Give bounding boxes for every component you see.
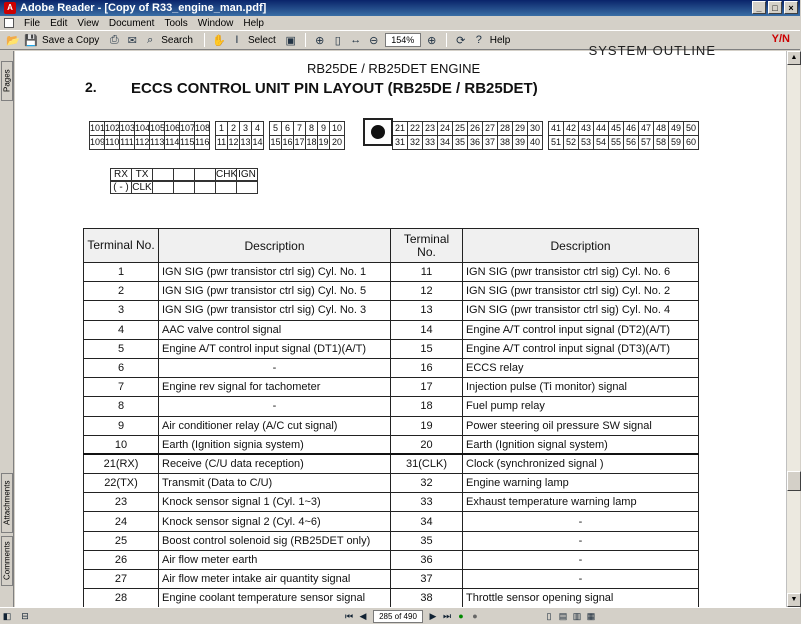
- email-icon[interactable]: ✉: [127, 34, 137, 47]
- save-icon[interactable]: 💾: [24, 34, 38, 47]
- scroll-down-arrow-icon[interactable]: ▼: [787, 593, 801, 607]
- description-cell: IGN SIG (pwr transistor ctrl sig) Cyl. No. 2: [463, 282, 699, 301]
- pin-cell: 19: [317, 135, 330, 150]
- pin-cell: 56: [623, 135, 639, 150]
- terminal-number-cell: 14: [391, 320, 463, 339]
- document-icon[interactable]: [4, 18, 14, 28]
- table-row: [84, 531, 699, 550]
- check-pin-cell: TX: [131, 168, 153, 181]
- column-header-terminal: Terminal No.: [391, 229, 463, 263]
- table-row: [84, 493, 699, 512]
- pin-cell: 47: [638, 121, 654, 136]
- terminal-number-cell: 9: [84, 416, 159, 435]
- zoom-out-icon[interactable]: ⊖: [369, 34, 379, 47]
- terminal-number-cell: 12: [391, 282, 463, 301]
- pin-cell: 2: [227, 121, 240, 136]
- go-forward-icon[interactable]: ●: [472, 611, 478, 621]
- pin-cell: 106: [164, 121, 180, 136]
- pin-cell: 28: [497, 121, 513, 136]
- pin-cell: 35: [452, 135, 468, 150]
- last-page-icon[interactable]: ⏭: [442, 610, 452, 621]
- page-number-field[interactable]: 285 of 490: [373, 610, 423, 623]
- tab-pages[interactable]: Pages: [1, 61, 13, 101]
- pin-cell: 9: [317, 121, 330, 136]
- pin-cell: 20: [329, 135, 345, 150]
- description-cell: Air conditioner relay (A/C cut signal): [159, 416, 391, 435]
- toolbar-separator: [204, 33, 205, 47]
- pin-cell: 25: [452, 121, 468, 136]
- engine-title: RB25DE / RB25DET ENGINE: [307, 61, 481, 76]
- pin-cell: 55: [608, 135, 624, 150]
- search-button[interactable]: Search: [161, 34, 193, 46]
- pin-cell: 8: [305, 121, 318, 136]
- terminal-number-cell: 3: [84, 301, 159, 320]
- terminal-number-cell: 23: [84, 493, 159, 512]
- pin-cell: 23: [422, 121, 438, 136]
- adobe-reader-app-icon: A: [4, 2, 16, 14]
- check-pin-cell: [194, 168, 216, 181]
- connector-key-icon: [363, 118, 393, 146]
- pin-cell: 12: [227, 135, 240, 150]
- pin-cell: 7: [293, 121, 306, 136]
- terminal-number-cell: 2: [84, 282, 159, 301]
- table-row: [84, 589, 699, 608]
- pin-cell: 41: [548, 121, 564, 136]
- pin-cell: 4: [251, 121, 264, 136]
- pin-cell: 104: [134, 121, 150, 136]
- terminal-number-cell: 4: [84, 320, 159, 339]
- description-cell: ECCS relay: [463, 358, 699, 377]
- pin-cell: 1: [215, 121, 228, 136]
- pin-cell: 113: [149, 135, 165, 150]
- table-row: [84, 263, 699, 282]
- maximize-button[interactable]: □: [768, 1, 782, 14]
- pin-cell: 49: [668, 121, 684, 136]
- column-header-description: Description: [463, 229, 699, 263]
- check-connector-diagram: [111, 169, 258, 195]
- check-pin-cell: RX: [110, 168, 132, 181]
- check-pin-cell: [152, 181, 174, 194]
- description-cell: Power steering oil pressure SW signal: [463, 416, 699, 435]
- connector-bottom-row: [90, 135, 699, 150]
- pin-cell: 42: [563, 121, 579, 136]
- terminal-number-cell: 26: [84, 550, 159, 569]
- pin-cell: 21: [392, 121, 408, 136]
- pin-cell: 54: [593, 135, 609, 150]
- description-cell: Knock sensor signal 1 (Cyl. 1~3): [159, 493, 391, 512]
- terminal-number-cell: 24: [84, 512, 159, 531]
- toolbar-separator: [305, 33, 306, 47]
- check-pin-cell: CHK: [216, 169, 238, 180]
- table-row: [84, 339, 699, 358]
- terminal-number-cell: 8: [84, 397, 159, 416]
- description-cell: IGN SIG (pwr transistor ctrl sig) Cyl. No. 1: [159, 263, 391, 282]
- table-row: [84, 474, 699, 493]
- pin-cell: 5: [269, 121, 282, 136]
- next-page-icon[interactable]: ▶: [429, 610, 437, 621]
- facing-icon[interactable]: ▦: [586, 610, 596, 621]
- pin-cell: 101: [89, 121, 105, 136]
- section-title: ECCS CONTROL UNIT PIN LAYOUT (RB25DE / RB25DET): [131, 80, 538, 97]
- pin-cell: 26: [467, 121, 483, 136]
- terminal-number-cell: 31(CLK): [391, 454, 463, 473]
- navigation-pane: [0, 51, 14, 607]
- resize-icon[interactable]: ⊟: [21, 610, 29, 621]
- description-cell: Engine warning lamp: [463, 474, 699, 493]
- menu-view[interactable]: View: [77, 17, 99, 29]
- terminal-number-cell: 34: [391, 512, 463, 531]
- table-row: [84, 550, 699, 569]
- pin-cell: 6: [281, 121, 294, 136]
- terminal-number-cell: 33: [391, 493, 463, 512]
- save-copy-button[interactable]: Save a Copy: [42, 34, 100, 46]
- check-pin-cell: [236, 181, 258, 194]
- pin-cell: 17: [293, 135, 306, 150]
- terminal-number-cell: 20: [391, 435, 463, 454]
- description-cell: Throttle sensor opening signal: [463, 589, 699, 608]
- column-header-terminal: Terminal No.: [84, 229, 159, 263]
- description-cell: Knock sensor signal 2 (Cyl. 4~6): [159, 512, 391, 531]
- help-icon[interactable]: ?: [475, 34, 482, 46]
- status-bar: [0, 607, 800, 624]
- check-pin-cell: [173, 168, 195, 181]
- window-controls: [752, 1, 798, 14]
- section-number: 2.: [85, 79, 97, 95]
- pin-cell: 50: [683, 121, 699, 136]
- description-cell: Air flow meter earth: [159, 550, 391, 569]
- pin-cell: 14: [251, 135, 264, 150]
- pin-cell: 30: [527, 121, 543, 136]
- hand-tool-icon[interactable]: ✋: [212, 34, 226, 47]
- table-row: [84, 378, 699, 397]
- pin-cell: 38: [497, 135, 513, 150]
- pin-cell: 43: [578, 121, 594, 136]
- description-cell: Engine rev signal for tachometer: [159, 378, 391, 397]
- zoom-in-tool-icon[interactable]: ⊕: [315, 34, 325, 47]
- description-cell: Injection pulse (Ti monitor) signal: [463, 378, 699, 397]
- table-row: [84, 435, 699, 454]
- menu-bar: [0, 16, 800, 30]
- terminal-number-cell: 18: [391, 397, 463, 416]
- zoom-level-field[interactable]: 154%: [385, 33, 421, 47]
- pin-cell: 27: [482, 121, 498, 136]
- pin-cell: 29: [512, 121, 528, 136]
- description-cell: Transmit (Data to C/U): [159, 474, 391, 493]
- pin-cell: 107: [179, 121, 195, 136]
- pin-cell: 37: [482, 135, 498, 150]
- table-row: [84, 416, 699, 435]
- table-row: [84, 358, 699, 377]
- connector-top-row: [90, 121, 699, 136]
- fit-width-icon[interactable]: ↔: [350, 34, 362, 46]
- description-cell: -: [463, 550, 699, 569]
- pin-cell: 103: [119, 121, 135, 136]
- description-cell: IGN SIG (pwr transistor ctrl sig) Cyl. No. 6: [463, 263, 699, 282]
- description-cell: Air flow meter intake air quantity signal: [159, 570, 391, 589]
- snapshot-icon[interactable]: ▣: [285, 34, 296, 47]
- check-pin-cell: ( - ): [110, 181, 132, 194]
- go-back-icon[interactable]: ●: [458, 611, 464, 621]
- select-button[interactable]: Select: [247, 34, 276, 46]
- terminal-number-cell: 35: [391, 531, 463, 550]
- pin-cell: 59: [668, 135, 684, 150]
- pin-cell: 10: [329, 121, 345, 136]
- check-pin-cell: [173, 181, 195, 194]
- ecu-connector-diagram: [90, 121, 699, 150]
- terminal-number-cell: 36: [391, 550, 463, 569]
- pin-cell: 36: [467, 135, 483, 150]
- pin-cell: 109: [89, 135, 105, 150]
- pin-cell: 115: [179, 135, 195, 150]
- toolbar-separator: [446, 33, 447, 47]
- table-row: [84, 454, 699, 473]
- menu-help[interactable]: Help: [243, 17, 264, 29]
- pin-cell: 110: [104, 135, 120, 150]
- table-body: [84, 263, 699, 608]
- pin-cell: 102: [104, 121, 120, 136]
- description-cell: Engine A/T control input signal (DT2)(A/T): [463, 320, 699, 339]
- pin-cell: 52: [563, 135, 579, 150]
- pin-cell: 33: [422, 135, 438, 150]
- terminal-number-cell: 13: [391, 301, 463, 320]
- description-cell: -: [463, 570, 699, 589]
- terminal-number-cell: 25: [84, 531, 159, 550]
- terminal-number-cell: 37: [391, 570, 463, 589]
- pin-cell: 51: [548, 135, 564, 150]
- first-page-icon[interactable]: ⏮: [344, 610, 354, 621]
- description-cell: Earth (Ignition signal system): [463, 435, 699, 454]
- terminal-number-cell: 7: [84, 378, 159, 397]
- table-row: [84, 512, 699, 531]
- pin-cell: 45: [608, 121, 624, 136]
- description-cell: Receive (C/U data reception): [159, 454, 391, 473]
- pin-cell: 22: [407, 121, 423, 136]
- search-icon[interactable]: ⌕: [147, 33, 154, 46]
- pin-cell: 39: [512, 135, 528, 150]
- pin-cell: 34: [437, 135, 453, 150]
- terminal-number-cell: 1: [84, 263, 159, 282]
- menu-document[interactable]: Document: [108, 17, 155, 29]
- terminal-number-cell: 28: [84, 589, 159, 608]
- title-bar: [0, 0, 800, 16]
- description-cell: IGN SIG (pwr transistor ctrl sig) Cyl. No. 3: [159, 301, 391, 320]
- description-cell: Exhaust temperature warning lamp: [463, 493, 699, 512]
- pin-cell: 16: [281, 135, 294, 150]
- description-cell: -: [463, 512, 699, 531]
- single-page-icon[interactable]: ▯: [546, 610, 552, 621]
- pin-cell: 58: [653, 135, 669, 150]
- menu-window[interactable]: Window: [197, 17, 234, 29]
- table-row: [84, 570, 699, 589]
- panel-toggle-icon[interactable]: ◧: [2, 610, 12, 621]
- description-cell: Engine A/T control input signal (DT3)(A/T): [463, 339, 699, 358]
- pin-cell: 31: [392, 135, 408, 150]
- pin-cell: 11: [215, 135, 228, 150]
- tab-comments[interactable]: Comments: [1, 536, 13, 586]
- pin-cell: 13: [239, 135, 252, 150]
- description-cell: IGN SIG (pwr transistor ctrl sig) Cyl. No. 5: [159, 282, 391, 301]
- minimize-button[interactable]: _: [752, 1, 766, 14]
- pin-layout-table: [83, 228, 699, 608]
- pin-cell: 18: [305, 135, 318, 150]
- pin-cell: 112: [134, 135, 150, 150]
- fit-page-icon[interactable]: ▯: [334, 34, 341, 47]
- terminal-number-cell: 17: [391, 378, 463, 397]
- terminal-number-cell: 15: [391, 339, 463, 358]
- terminal-number-cell: 16: [391, 358, 463, 377]
- pin-cell: 15: [269, 135, 282, 150]
- table-row: [84, 282, 699, 301]
- adobe-logo: Y/N: [771, 33, 790, 45]
- check-pin-cell: [215, 181, 237, 194]
- description-cell: Fuel pump relay: [463, 397, 699, 416]
- tab-attachments[interactable]: Attachments: [1, 473, 13, 533]
- pin-cell: 105: [149, 121, 165, 136]
- pin-cell: 60: [683, 135, 699, 150]
- description-cell: Earth (Ignition signia system): [159, 435, 391, 454]
- check-pin-cell: IGN: [236, 168, 258, 181]
- column-header-description: Description: [159, 229, 391, 263]
- window-title: Adobe Reader - [Copy of R33_engine_man.pdf]: [20, 2, 267, 14]
- continuous-icon[interactable]: ▤: [558, 610, 568, 621]
- description-cell: Clock (synchronized signal ): [463, 454, 699, 473]
- check-pin-cell: [194, 181, 216, 194]
- check-pin-cell: [152, 168, 174, 181]
- pin-cell: 32: [407, 135, 423, 150]
- description-cell: -: [159, 358, 391, 377]
- continuous-facing-icon[interactable]: ▥: [572, 610, 582, 621]
- pin-cell: 46: [623, 121, 639, 136]
- terminal-number-cell: 32: [391, 474, 463, 493]
- menu-file[interactable]: File: [24, 17, 41, 29]
- terminal-number-cell: 22(TX): [84, 474, 159, 493]
- terminal-number-cell: 38: [391, 589, 463, 608]
- zoom-in-icon[interactable]: ⊕: [427, 34, 437, 47]
- pin-cell: 48: [653, 121, 669, 136]
- menu-tools[interactable]: Tools: [164, 17, 188, 29]
- page-header-section: SYSTEM OUTLINE: [588, 43, 716, 58]
- menu-edit[interactable]: Edit: [50, 17, 68, 29]
- select-text-icon[interactable]: I: [235, 34, 239, 46]
- description-cell: AAC valve control signal: [159, 320, 391, 339]
- description-cell: Engine A/T control input signal (DT1)(A/T): [159, 339, 391, 358]
- document-view[interactable]: [15, 43, 786, 607]
- description-cell: IGN SIG (pwr transistor ctrl sig) Cyl. No. 4: [463, 301, 699, 320]
- terminal-number-cell: 27: [84, 570, 159, 589]
- pin-cell: 40: [527, 135, 543, 150]
- table-header-row: [84, 229, 699, 263]
- description-cell: -: [463, 531, 699, 550]
- pin-cell: 3: [239, 121, 252, 136]
- description-cell: -: [159, 397, 391, 416]
- description-cell: Boost control solenoid sig (RB25DET only): [159, 531, 391, 550]
- vertical-scrollbar[interactable]: [786, 51, 800, 607]
- pin-cell: 44: [593, 121, 609, 136]
- table-row: [84, 397, 699, 416]
- description-cell: Engine coolant temperature sensor signal: [159, 589, 391, 608]
- pin-cell: 116: [194, 135, 210, 150]
- terminal-number-cell: 6: [84, 358, 159, 377]
- rotate-page-icon[interactable]: ⟳: [456, 34, 466, 47]
- scrollbar-thumb[interactable]: [787, 471, 801, 491]
- table-row: [84, 301, 699, 320]
- terminal-number-cell: 19: [391, 416, 463, 435]
- pin-cell: 108: [194, 121, 210, 136]
- pin-cell: 57: [638, 135, 654, 150]
- pin-cell: 111: [119, 135, 135, 150]
- table-row: [84, 320, 699, 339]
- terminal-number-cell: 5: [84, 339, 159, 358]
- pin-cell: 24: [437, 121, 453, 136]
- check-pin-cell: CLK: [132, 182, 152, 193]
- terminal-number-cell: 10: [84, 435, 159, 454]
- open-icon[interactable]: 📂: [6, 34, 20, 47]
- close-button[interactable]: ×: [784, 1, 798, 14]
- scroll-up-arrow-icon[interactable]: ▲: [787, 51, 801, 65]
- terminal-number-cell: 11: [391, 263, 463, 282]
- previous-page-icon[interactable]: ◀: [359, 610, 367, 621]
- pin-cell: 53: [578, 135, 594, 150]
- help-button[interactable]: Help: [489, 34, 511, 46]
- pin-cell: 114: [164, 135, 180, 150]
- terminal-number-cell: 21(RX): [84, 454, 159, 473]
- print-icon[interactable]: ⎙: [109, 33, 119, 46]
